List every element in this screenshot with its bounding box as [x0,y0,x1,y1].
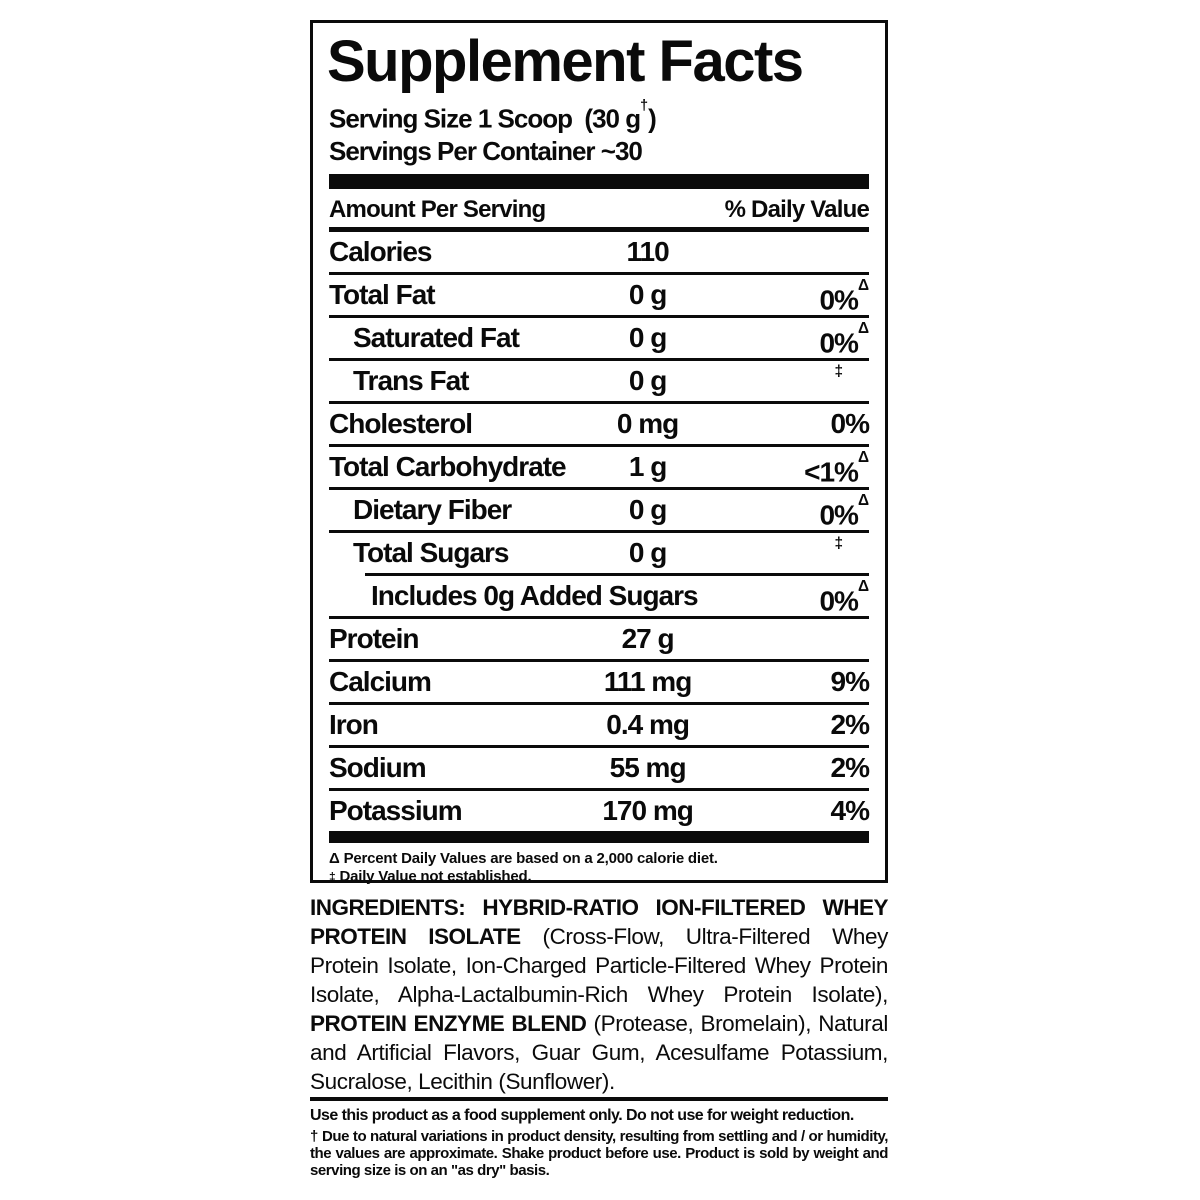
serving-size-text: Serving Size 1 Scoop (30 g [329,103,641,134]
daily-value-text: 9% [830,665,869,697]
usage-note: Use this product as a food supplement only. Do not use for weight reduction. [310,1107,854,1124]
triangle-superscript: Δ [857,578,869,596]
servings-per-container-line: Servings Per Container ~30 [329,135,642,166]
density-note [310,1128,888,1179]
nutrient-amount: 0.4 mg [606,708,689,740]
double-dagger-superscript: ‡ [834,363,843,381]
nutrient-row [329,702,869,745]
daily-value-text: 4% [830,794,869,826]
nutrient-row [365,573,869,616]
nutrient-name: Cholesterol [329,407,473,439]
nutrient-amount: 0 g [628,278,667,310]
nutrient-daily-value [831,791,869,831]
nutrient-name: Potassium [329,794,462,826]
nutrient-row [329,401,869,444]
nutrient-daily-value [831,705,869,745]
footnote-not-established-text: Daily Value not established. [339,867,532,885]
nutrient-amount: 170 mg [602,794,693,826]
nutrient-daily-value [819,490,869,535]
nutrient-row [329,444,869,487]
nutrient-row [329,487,869,530]
fine-print-divider [310,1097,888,1101]
triangle-superscript: Δ [857,492,869,510]
nutrient-name: Protein [329,622,419,654]
nutrient-amount: 0 g [628,493,667,525]
dagger-note-symbol: † [310,1128,319,1145]
nutrient-amount: 111 mg [603,665,692,697]
daily-value-text: <1% [804,456,858,488]
daily-value-text: 0% [819,499,858,531]
nutrient-daily-value [819,576,869,621]
density-note-text: Due to natural variations in product density, resulting from settling and / or humidity, the values are approximate. Shake product before use. Product is sold by weight and serving size is on an "as dry" basis. [310,1128,888,1179]
nutrient-row [329,530,869,573]
daily-value-text: 0% [819,284,858,316]
daily-value-text: 0% [819,585,858,617]
panel-title: Supplement Facts [327,29,803,94]
nutrient-name: Iron [329,708,378,740]
daily-value-text: 0% [830,407,869,439]
nutrient-name: Total Carbohydrate [329,450,566,482]
ingredients-blend: PROTEIN ENZYME BLEND [310,1011,587,1036]
footnote-daily-values-text: Percent Daily Values are based on a 2,000 calorie diet. [343,849,718,867]
nutrient-daily-value [831,748,869,788]
nutrient-name: Total Fat [329,278,435,310]
triangle-superscript: Δ [857,449,869,467]
footnote-not-established [329,868,869,886]
nutrient-daily-value [834,533,869,578]
nutrient-name: Saturated Fat [353,321,519,353]
nutrient-name: Dietary Fiber [353,493,512,525]
nutrient-name: Total Sugars [353,536,509,568]
nutrient-row [329,659,869,702]
nutrient-amount: 0 g [628,321,667,353]
footnote-daily-values [329,850,869,868]
nutrient-row [329,788,869,831]
serving-size-line [329,98,869,135]
fine-print [310,1106,888,1179]
nutrient-amount: 27 g [621,622,674,654]
nutrient-row [329,745,869,788]
nutrient-row [329,358,869,401]
footnotes [329,850,869,886]
dagger-superscript: † [640,98,649,115]
daily-value-text: 2% [830,708,869,740]
nutrient-amount: 0 g [628,536,667,568]
nutrient-daily-value [804,447,869,492]
nutrient-row [329,232,869,272]
nutrient-name: Calories [329,235,432,267]
nutrient-daily-value [819,318,869,363]
nutrient-amount: 0 g [628,364,667,396]
nutrient-row [329,272,869,315]
nutrient-amount: 0 mg [616,407,679,439]
divider-thick-top [329,174,869,189]
nutrient-daily-value [831,404,869,444]
double-dagger-footnote-symbol: ‡ [329,869,336,884]
daily-value-text: 2% [830,751,869,783]
ingredients-lead: INGREDIENTS: HYBRID-RATIO ION-FILTERED WHEY PROTEIN ISOLATE [310,895,888,949]
nutrient-rows [329,232,869,831]
nutrient-amount: 1 g [628,450,667,482]
daily-value-text: 0% [819,327,858,359]
nutrient-amount: 110 [626,235,669,267]
nutrient-daily-value [834,361,869,406]
nutrient-name: Includes 0g Added Sugars [371,579,698,611]
nutrient-amount: 55 mg [609,751,686,783]
nutrient-row [329,315,869,358]
double-dagger-superscript: ‡ [834,535,843,553]
ingredients-body-1: (Cross-Flow, Ultra-Filtered Whey Protein Isolate, Ion-Charged Particle-Filtered Whey Protein Isolate, Alpha-Lactalbumin-Rich Whey Protein Isolate), [310,924,888,1007]
nutrient-daily-value [831,662,869,702]
nutrient-name: Sodium [329,751,426,783]
nutrient-row [329,616,869,659]
triangle-superscript: Δ [857,277,869,295]
daily-value-header: % Daily Value [724,195,869,223]
divider-thick-bottom [329,831,869,843]
triangle-superscript: Δ [857,320,869,338]
amount-per-serving-header: Amount Per Serving [329,195,546,223]
nutrient-daily-value [819,275,869,320]
triangle-footnote-symbol: Δ [329,849,340,867]
serving-size-close: ) [648,103,656,134]
ingredients-body-2: (Protease, Bromelain), Natural and Artificial Flavors, Guar Gum, Acesulfame Potassium, Sucralose, Lecithin (Sunflower). [310,1011,888,1094]
nutrient-name: Calcium [329,665,431,697]
column-header-row [329,189,869,232]
ingredients-paragraph [310,893,888,1096]
nutrient-name: Trans Fat [353,364,469,396]
supplement-facts-panel [310,20,888,883]
